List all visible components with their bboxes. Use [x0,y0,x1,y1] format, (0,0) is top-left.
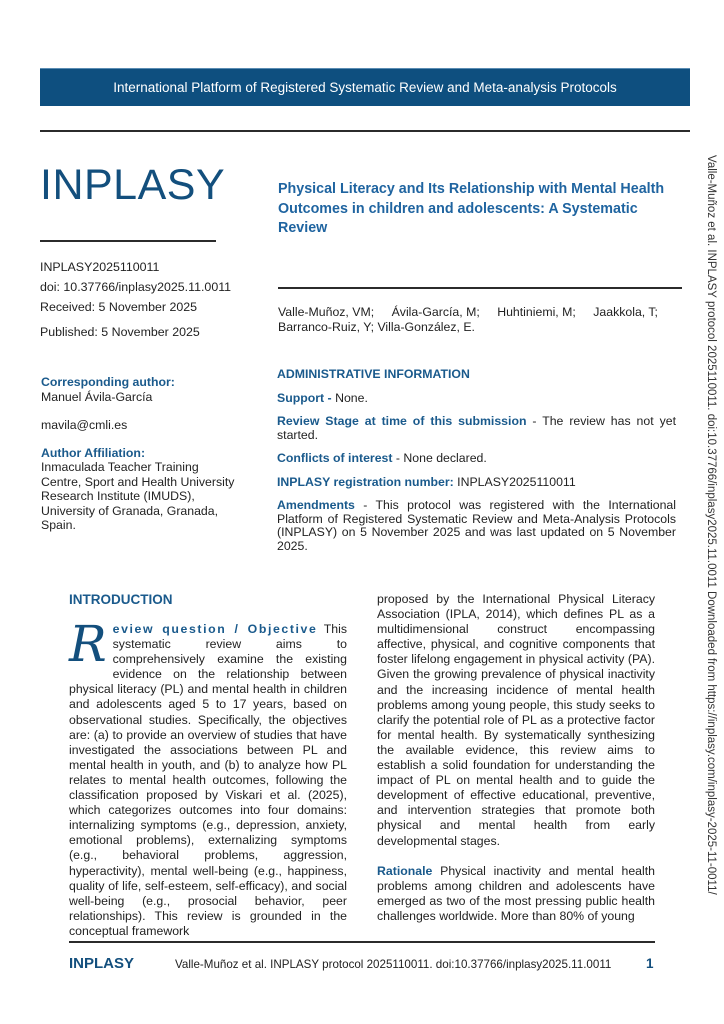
corresponding-author-block [41,375,271,533]
introduction-continued-text: proposed by the International Physical Literacy Association (IPLA, 2014), which defines PL as a multidimensional construct encompassing affective, physical, and cognitive components that foster lifelong engagement in physical activity (PA). Given the growing prevalence of physical inactivity and the increasing incidence of mental health problems among young people, this study seeks to clarify the potential role of PL as a protective factor for mental health. By systematically synthesizing the available evidence, this review aims to establish a solid foundation for understanding the impact of PL on mental health and to guide the development of effective educational, preventive, and intervention strategies that promote both physical and mental health from early developmental stages. [377,592,655,848]
footer-citation: Valle-Muñoz et al. INPLASY protocol 2025110011. doi:10.37766/inplasy2025.11.0011 [175,958,612,971]
header-banner [40,68,690,106]
introduction-heading: INTRODUCTION [69,592,173,607]
review-stage-item [277,415,676,442]
corresponding-author-name: Manuel Ávila-García [41,389,153,404]
admin-heading: ADMINISTRATIVE INFORMATION [277,367,470,381]
conflicts-label: Conflicts of interest [277,451,393,465]
rationale-text: Physical inactivity and mental health problems among children and adolescents have emerged as two of the most pressing public health challenges worldwide. More than 80% of young [377,863,655,923]
published-date: Published: 5 November 2025 [40,325,200,339]
registration-id: INPLASY2025110011 [40,260,160,274]
author-affiliation-label: Author Affiliation: [41,445,146,460]
inplasy-logo: INPLASY [40,161,226,209]
objective-paragraph [69,615,348,939]
footer-divider [69,941,655,943]
author: Huhtiniemi, M; [497,305,576,319]
corresponding-author-email[interactable]: mavila@cmli.es [41,418,128,432]
download-side-note: Valle-Muñoz et al. INPLASY protocol 2025110011. doi:10.37766/inplasy2025.11.0011 Downloaded from https://inplasy.com/inplasy-2025-11-0011/ [705,155,717,895]
author: Valle-Muñoz, VM; [278,305,375,319]
logo-divider [40,240,216,242]
doi[interactable]: doi: 10.37766/inplasy2025.11.0011 [40,280,232,294]
author: Ávila-García, M; [391,305,480,319]
banner-text: International Platform of Registered Systematic Review and Meta-analysis Protocols [113,80,617,95]
support-value: None. [335,390,368,405]
introduction-left-column [69,615,348,939]
registration-value: INPLASY2025110011 [457,474,576,489]
page-number: 1 [646,956,654,971]
rationale-paragraph [377,864,655,924]
conflicts-value: - None declared. [395,451,487,465]
review-stage-label: Review Stage at time of this submission [277,414,527,428]
author-affiliation-text: Inmaculada Teacher Training Centre, Sport and Health University Research Institute (IMUDS), University of Granada, Granada, Spain. [41,460,235,532]
drop-cap: R [69,615,107,673]
conflicts-item [277,452,676,466]
introduction-right-column [377,592,655,924]
amendments-value: - This protocol was registered with the International Platform of Registered Systematic Review and Meta-Analysis Protocols (INPLASY) on 5 November 2025 and was last updated on 5 November 2025. [277,498,676,553]
authors-line-2: Barranco-Ruiz, Y; Villa-González, E. [278,319,475,334]
registration-item [277,476,676,490]
title-divider [278,287,682,289]
objective-text: This systematic review aims to comprehensively examine the existing evidence on the relationship between physical literacy (PL) and mental health in children and adolescents aged 5 to 17 years, based on observational studies. Specifically, the objectives are: (a) to provide an overview of studies that have investigated the associations between PL and mental health in youth, and (b) to analyze how PL relates to mental health outcomes, following the classification proposed by Viskari et al. (2025), which categorizes outcomes into four domains: internalizing symptoms (e.g., depression, anxiety, emotional problems), externalizing symptoms (e.g., behavioral problems, aggression, hyperactivity), mental well-being (e.g., happiness, quality of life, self-esteem, self-efficacy), and social well-being (e.g., prosocial behavior, peer relationships). This review is grounded in the conceptual framework [69,622,348,938]
objective-label: eview question / Objective [112,622,318,636]
amendments-item [277,499,676,553]
registration-label: INPLASY registration number: [277,474,454,489]
received-date: Received: 5 November 2025 [40,300,198,314]
article-title: Physical Literacy and Its Relationship with Mental Health Outcomes in children and adolescents: A Systematic Review [278,181,665,236]
amendments-label: Amendments [277,498,355,512]
footer-brand: INPLASY [69,955,135,972]
corresponding-author-label: Corresponding author: [41,375,175,389]
author: Jaakkola, T; [593,305,658,319]
support-item [277,392,676,406]
review-stage-value: - The review has not yet started. [277,414,676,442]
support-label: Support - [277,390,332,405]
administrative-information [277,368,676,553]
header-divider [40,130,690,132]
author-list [278,305,658,334]
rationale-label: Rationale [377,863,433,878]
